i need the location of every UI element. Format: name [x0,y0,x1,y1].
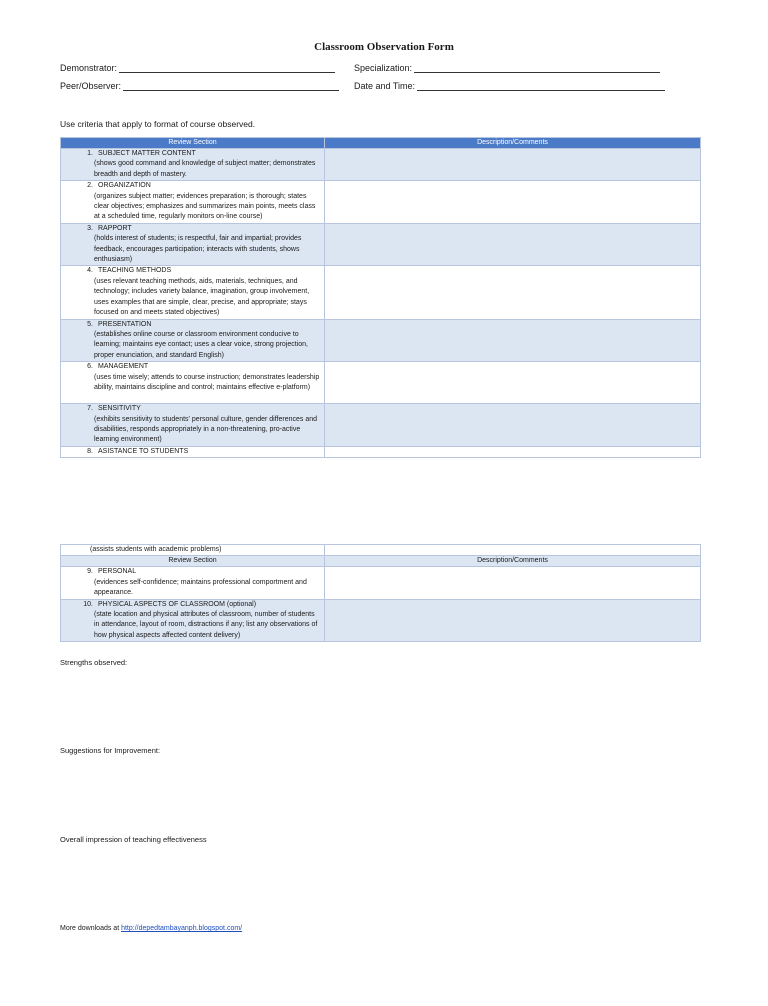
item-title: RAPPORT [98,224,132,232]
comment-cell[interactable] [325,266,701,319]
item-title: PERSONAL [98,568,137,576]
header-review-section: Review Section [61,138,325,149]
suggestions-label: Suggestions for Improvement: [60,746,161,755]
header-description: Description/Comments [325,138,701,149]
table-row [61,266,701,319]
review-item: 5. PRESENTATION (establishes online course or classroom environment conducive to learning; maintains eye contact; uses a clear voice, strong projection, proper enunciation, and standard English) [61,319,325,362]
table-row [61,149,701,181]
item-title: ORGANIZATION [98,182,151,190]
form-title: Classroom Observation Form [314,41,454,53]
specialization-line[interactable] [414,64,660,73]
comment-cell[interactable] [325,599,701,642]
download-link[interactable]: http://depedtambayanph.blogspot.com/ [121,925,243,932]
item-description: (holds interest of students; is respectful, fair and impartial; provides feedback, encourages participation; interacts with students, shows enthusiasm) [94,235,302,264]
review-item: 6. MANAGEMENT (uses time wisely; attends to course instruction; demonstrates leadership ability, maintains discipline and control; maintains effective e-platform) [61,362,325,404]
review-rows-continued [61,545,701,642]
item-title: SENSITIVITY [98,405,141,413]
comment-cell[interactable] [325,404,701,447]
comment-cell[interactable] [325,319,701,362]
review-item: 1. SUBJECT MATTER CONTENT (shows good command and knowledge of subject matter; demonstrates breadth and depth of mastery. [61,149,325,181]
table-row [61,567,701,599]
comment-cell[interactable] [325,223,701,266]
item-title: PHYSICAL ASPECTS OF CLASSROOM (optional) [98,600,257,608]
table-row [61,545,701,556]
demonstrator-field[interactable] [60,63,335,73]
demonstrator-line[interactable] [119,64,335,73]
table-row [61,319,701,362]
table-row [61,599,701,642]
review-item: 9. PERSONAL (evidences self-confidence; maintains professional comportment and appearance. [61,567,325,599]
item-description: (evidences self-confidence; maintains professional comportment and appearance. [94,578,307,597]
item-description: (uses time wisely; attends to course instruction; demonstrates leadership ability, maintains discipline and control; maintains effective e-platform) [94,373,320,391]
footer [60,925,242,932]
item-title: TEACHING METHODS [98,267,172,275]
overall-impression-label: Overall impression of teaching effectiveness [60,835,207,844]
review-item: 3. RAPPORT (holds interest of students; is respectful, fair and impartial; provides feedback, encourages participation; interacts with students, shows enthusiasm) [61,223,325,266]
peer-observer-field[interactable] [60,81,339,91]
review-item: 8. ASISTANCE TO STUDENTS [61,446,325,457]
comment-cell[interactable] [325,149,701,181]
peer-observer-label: Peer/Observer: [60,81,122,91]
header-review-section: Review Section [61,556,325,567]
date-time-line[interactable] [417,82,665,91]
review-item: 10. PHYSICAL ASPECTS OF CLASSROOM (optional) (state location and physical attributes of classroom, number of students in attendance, layout of room, distractions if any; list any observations of how physical aspects affected content delivery) [61,599,325,642]
comment-cell[interactable] [325,362,701,404]
peer-observer-line[interactable] [123,82,339,91]
item-description: (shows good command and knowledge of subject matter; demonstrates breadth and depth of mastery. [94,160,316,178]
item-description: (establishes online course or classroom environment conducive to learning; maintains eye contact; uses a clear voice, strong projection, proper enunciation, and standard English) [94,330,309,359]
date-time-field[interactable] [354,81,665,91]
item-description: (exhibits sensitivity to students' personal culture, gender differences and disabilities, responds appropriately in a non-threatening, pro-active learning environment) [94,415,317,444]
review-item: 2. ORGANIZATION (organizes subject matter; evidences preparation; is thorough; states clear objectives; emphasizes and summarizes main points, meets class at a scheduled time, regularly monitors on-line course) [61,181,325,224]
header-description: Description/Comments [325,556,701,567]
continuation-text: (assists students with academic problems) [61,545,325,556]
item-title: MANAGEMENT [98,363,149,371]
footer-prefix: More downloads at [60,925,122,932]
date-time-label: Date and Time: [354,81,416,91]
instructions: Use criteria that apply to format of course observed. [60,119,256,129]
table-row [61,404,701,447]
specialization-label: Specialization: [354,63,413,73]
review-item: 7. SENSITIVITY (exhibits sensitivity to students' personal culture, gender differences and disabilities, responds appropriately in a non-threatening, pro-active learning environment) [61,404,325,447]
comment-cell[interactable] [325,545,701,556]
comment-cell[interactable] [325,446,701,457]
review-table [60,137,701,458]
item-title: PRESENTATION [98,320,152,328]
table-row [61,362,701,404]
item-title: ASISTANCE TO STUDENTS [98,447,189,455]
review-table-continued [60,544,701,642]
item-description: (state location and physical attributes of classroom, number of students in attendance, layout of room, distractions if any; list any observations of how physical aspects affected content delivery) [94,611,318,639]
comment-cell[interactable] [325,567,701,599]
table-row [61,181,701,224]
demonstrator-label: Demonstrator: [60,63,118,73]
specialization-field[interactable] [354,63,660,73]
table-row [61,223,701,266]
item-title: SUBJECT MATTER CONTENT [98,150,196,157]
review-item: 4. TEACHING METHODS (uses relevant teaching methods, aids, materials, techniques, and technology; includes variety balance, imagination, group involvement, uses examples that are simple, clear, precise, and appropriate; stays focused on and meets stated objectives) [61,266,325,319]
comment-cell[interactable] [325,181,701,224]
item-description: (uses relevant teaching methods, aids, materials, techniques, and technology; includes variety balance, imagination, group involvement, uses examples that are simple, clear, precise, and appropriate; stays focused on and meets stated objectives) [94,277,310,317]
strengths-label: Strengths observed: [60,658,128,667]
item-description: (organizes subject matter; evidences preparation; is thorough; states clear objectives; emphasizes and summarizes main points, meets class at a scheduled time, regularly monitors on-line course) [94,192,316,221]
review-rows [61,149,701,458]
table-row [61,446,701,457]
